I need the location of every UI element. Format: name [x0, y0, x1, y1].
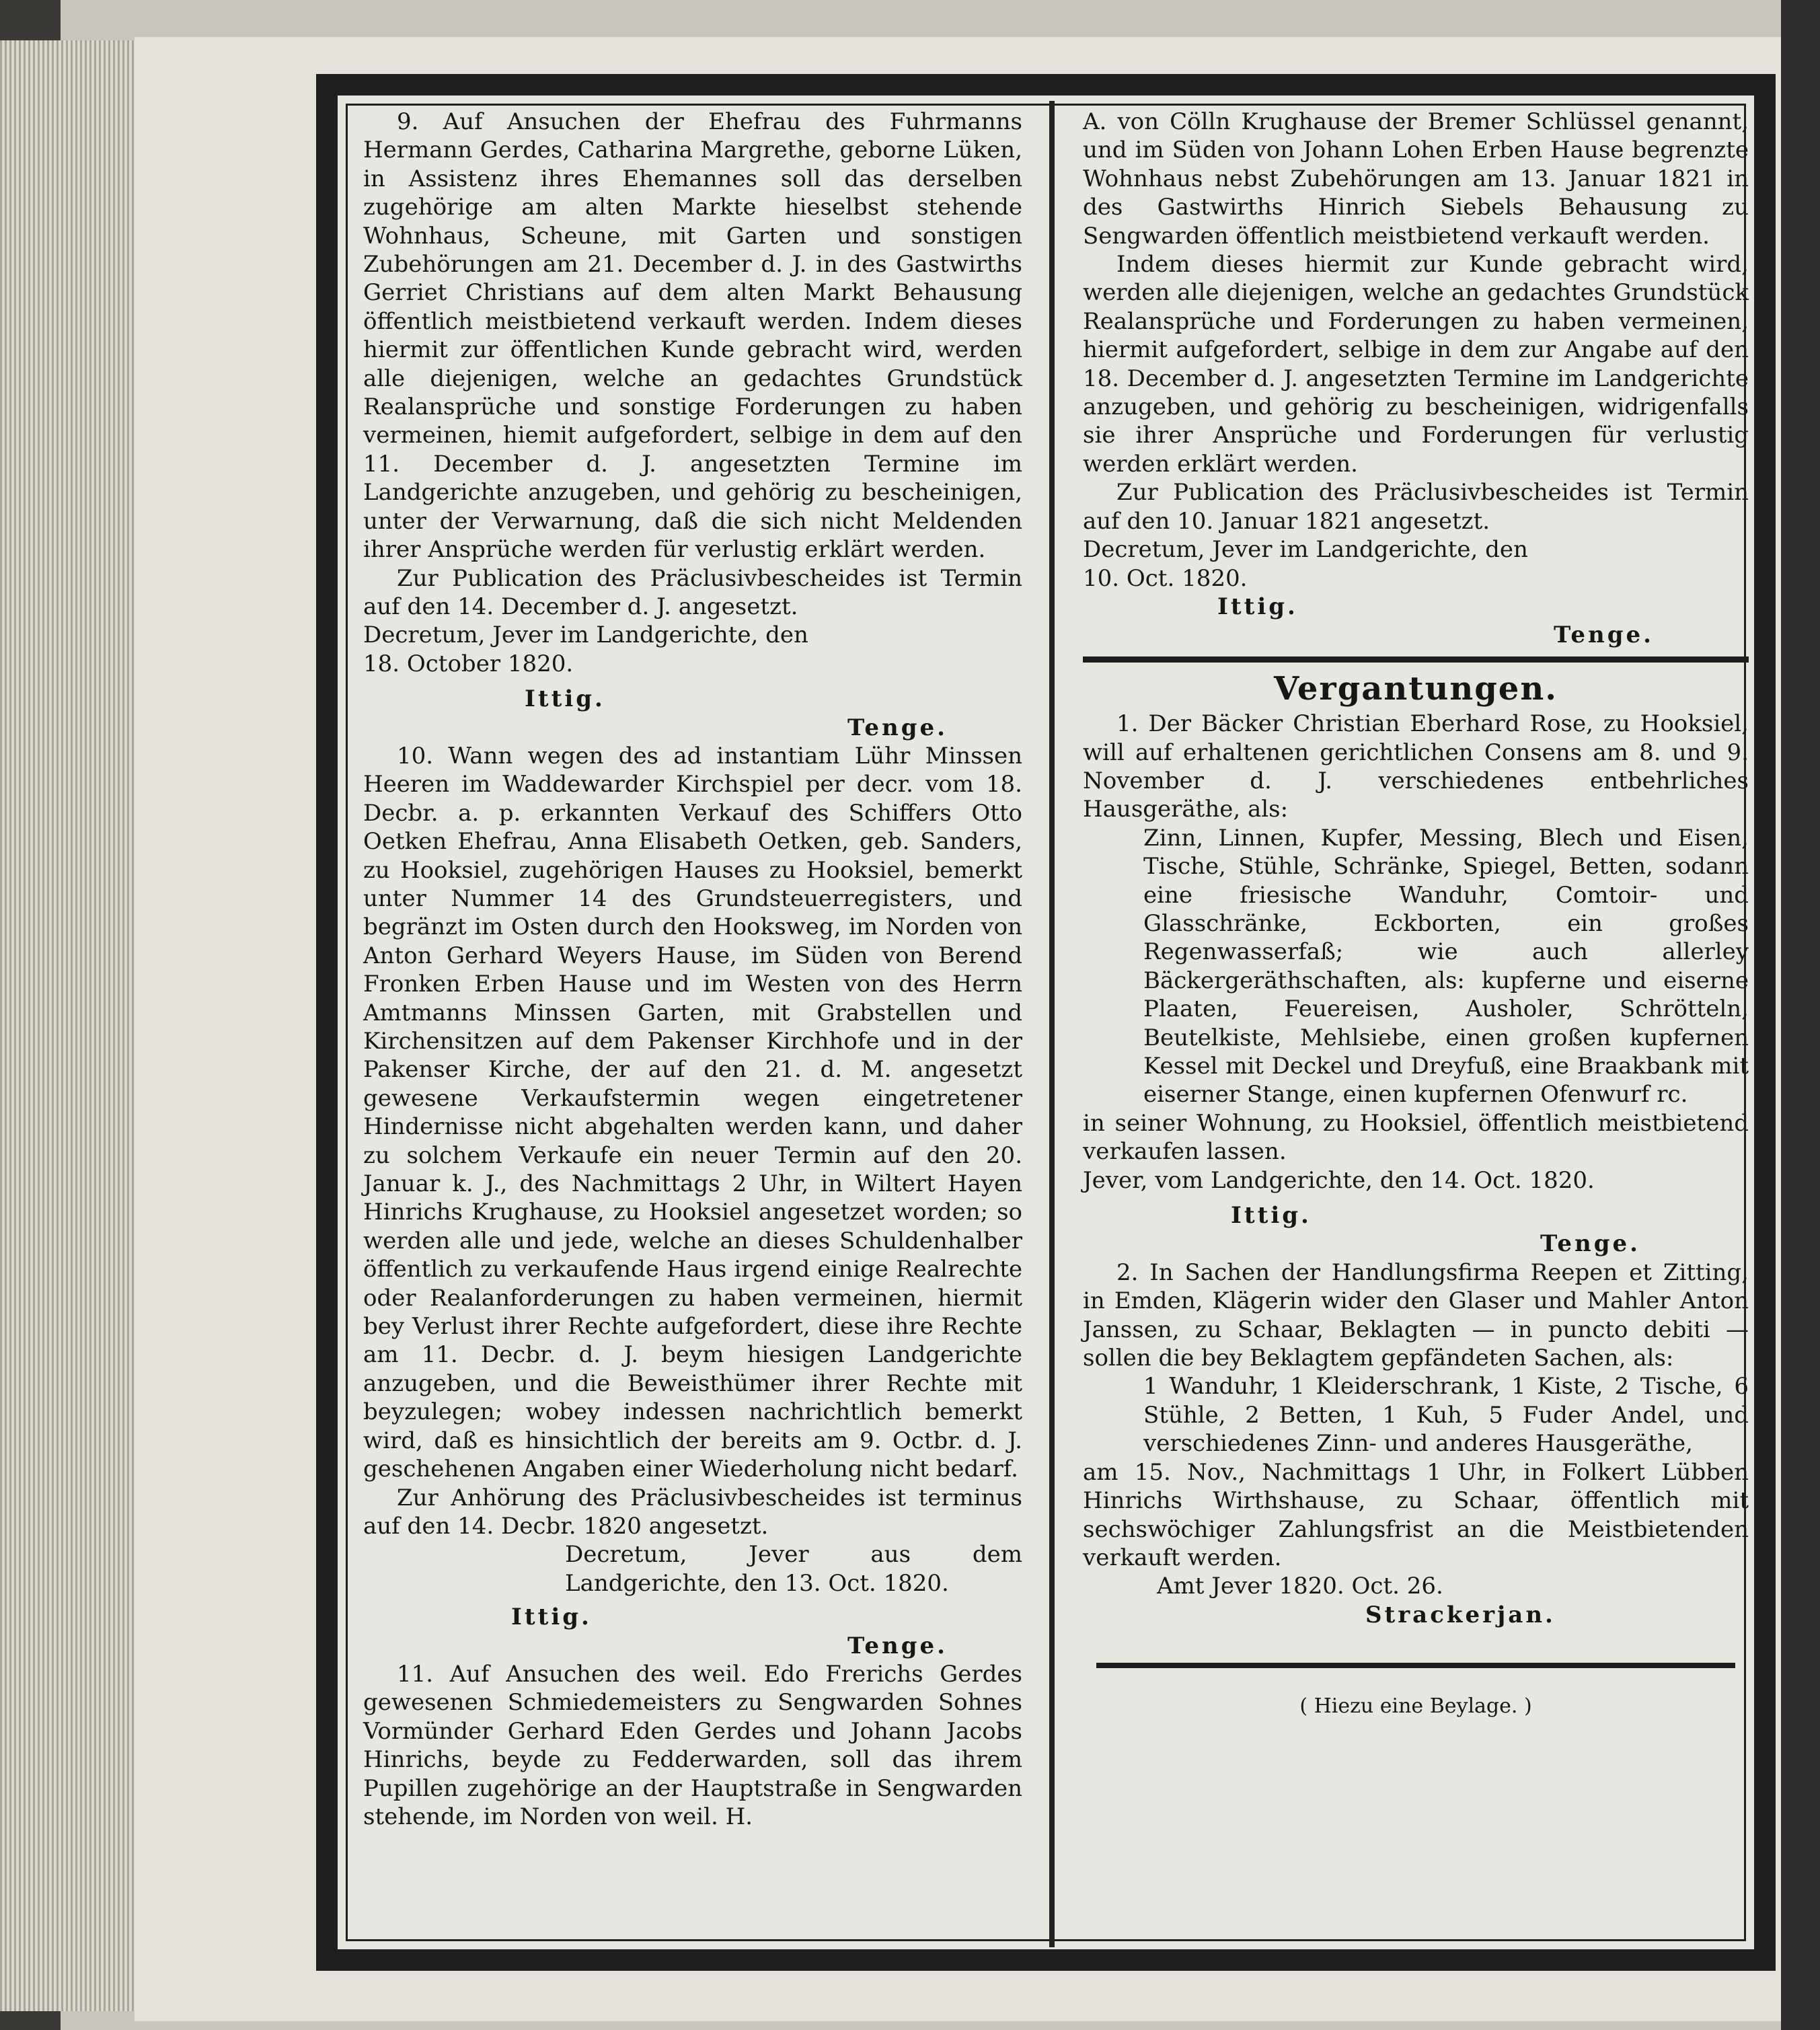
notice-10-hearing: Zur Anhörung des Präclusivbescheides ist terminus auf den 14. Decbr. 1820 angesetzt. [363, 1484, 1022, 1540]
auction-2-intro: 2. In Sachen der Handlungsfirma Reepen et Zitting, in Emden, Klägerin wider den Glaser und Mahler Anton Janssen, zu Schaar, Beklagten — in puncto debiti — sollen die bey Beklagtem gepfändeten Sachen, als: [1083, 1258, 1749, 1372]
notice-11-publication: Zur Publication des Präclusivbescheides ist Termin auf den 10. Januar 1821 angesetzt. [1083, 479, 1749, 535]
notice-9-publication: Zur Publication des Präclusivbescheides ist Termin auf den 14. December d. J. angesetzt. [363, 564, 1022, 620]
supplement-note: ( Hiezu eine Beylage. ) [1299, 1694, 1532, 1719]
notice-10-decretum: Decretum, Jever aus dem Landgerichte, den 13. Oct. 1820. [565, 1541, 1022, 1597]
auction-1-signature-ittig: Ittig. [1231, 1202, 1312, 1230]
book-right-shadow [1781, 0, 1820, 2030]
section-rule [1083, 656, 1749, 663]
notice-9-decretum: Decretum, Jever im Landgerichte, den [363, 622, 808, 649]
notice-11-date: 10. Oct. 1820. [1083, 564, 1248, 592]
auction-2-office-date: Amt Jever 1820. Oct. 26. [1157, 1573, 1443, 1600]
closing-rule [1096, 1663, 1735, 1668]
notice-10-signature-tenge: Tenge. [847, 1632, 948, 1659]
left-column [363, 108, 1022, 1831]
notice-9: 9. Auf Ansuchen der Ehefrau des Fuhrmanns Hermann Gerdes, Catharina Margrethe, geborne Lüken, in Assistenz ihres Ehemannes soll das derselben zugehörige am alten Markte hieselbst stehende Wohnhaus, Scheune, mit Garten und sonstigen Zubehörungen am 21. December d. J. in des Gastwirths Gerriet Christians auf dem alten Markt Behausung öffentlich meistbietend verkauft werden. Indem dieses hiermit zur öffentlichen Kunde gebracht wird, werden alle diejenigen, welche an gedachtes Grundstück Realansprüche und sonstige Forderungen zu haben vermeinen, hiemit aufgefordert, selbige in dem auf den 11. December d. J. angesetzten Termine im Landgerichte anzugeben, und gehörig zu bescheinigen, unter der Verwarnung, daß die sich nicht Meldenden ihrer Ansprüche werden für verlustig erklärt werden. [363, 108, 1022, 564]
auction-1-intro: 1. Der Bäcker Christian Eberhard Rose, zu Hooksiel, will auf erhaltenen gerichtlichen Consens am 8. und 9. November d. J. verschiedenes entbehrliches Hausgeräthe, als: [1083, 710, 1749, 823]
auction-2-closing: am 15. Nov., Nachmittags 1 Uhr, in Folkert Lübben Hinrichs Wirthshause, zu Schaar, öffentlich mit sechswöchiger Zahlungsfrist an die Meistbietenden verkauft werden. [1083, 1458, 1749, 1571]
auction-1-signature-tenge: Tenge. [1540, 1230, 1640, 1258]
auction-2-items: 1 Wanduhr, 1 Kleiderschrank, 1 Kiste, 2 Tische, 6 Stühle, 2 Betten, 1 Kuh, 5 Fuder Andel, und verschiedenes Zinn- und anderes Hausgeräthe, [1143, 1373, 1749, 1458]
book-page-edges [0, 40, 137, 2011]
notice-9-date: 18. October 1820. [363, 650, 574, 677]
section-heading-vergantungen: Vergantungen. [1274, 669, 1558, 708]
notice-11-continued: A. von Cölln Krughause der Bremer Schlüssel genannt, und im Süden von Johann Lohen Erben Hause begrenzte Wohnhaus nebst Zubehörungen am 13. Januar 1821 in des Gastwirths Hinrich Siebels Behausung zu Sengwarden öffentlich meistbietend verkauft werden. [1083, 108, 1749, 250]
auction-1-court-date: Jever, vom Landgerichte, den 14. Oct. 1820. [1083, 1166, 1595, 1194]
notice-11-signature-ittig: Ittig. [1217, 593, 1298, 620]
right-column [1083, 108, 1749, 1721]
notice-9-signature-tenge: Tenge. [847, 714, 948, 741]
notice-10-signature-ittig: Ittig. [511, 1604, 592, 1631]
notice-11-claims: Indem dieses hiermit zur Kunde gebracht wird, werden alle diejenigen, welche an gedachtes Grundstück Realansprüche und Forderungen zu haben vermeinen, hiermit aufgefordert, selbige in dem zur Angabe auf den 18. December d. J. angesetzten Termine im Landgerichte anzugeben, und gehörig zu bescheinigen, widrigenfalls sie ihrer Ansprüche und Forderungen für verlustig werden erklärt werden. [1083, 251, 1749, 478]
column-divider [1049, 101, 1055, 1947]
notice-11-signature-tenge: Tenge. [1554, 622, 1654, 649]
auction-2-signature-strackerjan: Strackerjan. [1365, 1601, 1556, 1628]
notice-9-signature-ittig: Ittig. [525, 685, 605, 713]
notice-11-decretum: Decretum, Jever im Landgerichte, den [1083, 536, 1528, 564]
auction-1-items: Zinn, Linnen, Kupfer, Messing, Blech und Eisen, Tische, Stühle, Schränke, Spiegel, Betten, sodann eine friesische Wanduhr, Comtoir- und Glasschränke, Eckborten, ein großes Regenwasserfaß; wie auch allerley Bäckergeräthschaften, als: kupferne und eiserne Plaaten, Feuereisen, Ausholer, Schrötteln, Beutelkiste, Mehlsiebe, einen großen kupfernen Kessel mit Deckel und Dreyfuß, eine Braakbank mit eiserner Stange, einen kupfernen Ofenwurf rc. [1143, 824, 1749, 1108]
notice-10: 10. Wann wegen des ad instantiam Lühr Minssen Heeren im Waddewarder Kirchspiel per decr. vom 18. Decbr. a. p. erkannten Verkauf des Schiffers Otto Oetken Ehefrau, Anna Elisabeth Oetken, geb. Sanders, zu Hooksiel, zugehörigen Hauses zu Hooksiel, bemerkt unter Nummer 14 des Grundsteuerregisters, und begränzt im Osten durch den Hooksweg, im Norden von Anton Gerhard Weyers Hause, im Süden von Berend Fronken Erben Hause und im Westen von des Herrn Amtmanns Minssen Garten, mit Grabstellen und Kirchensitzen auf dem Pakenser Kirchhofe und in der Pakenser Kirche, der auf den 21. d. M. angesetzt gewesene Verkaufstermin wegen eingetretener Hindernisse nicht abgehalten werden kann, und daher zu solchem Verkaufe ein neuer Termin auf den 20. Januar k. J., des Nachmittags 2 Uhr, in Wiltert Hayen Hinrichs Krughause, zu Hooksiel angesetzet worden; so werden alle und jede, welche an dieses Schuldenhalber öffentlich zu verkaufende Haus irgend einige Realrechte oder Realanforderungen zu haben vermeinen, hiermit bey Verlust ihrer Rechte aufgefordert, diese ihre Rechte am 11. Decbr. d. J. beym hiesigen Landgerichte anzugeben, und die Beweisthümer ihrer Rechte mit beyzulegen; wobey indessen nachrichtlich bemerkt wird, daß es hinsichtlich der bereits am 9. Octbr. d. J. geschehenen Angaben einer Wiederholung nicht bedarf. [363, 742, 1022, 1483]
auction-1-closing: in seiner Wohnung, zu Hooksiel, öffentlich meistbietend verkaufen lassen. [1083, 1109, 1749, 1166]
notice-11: 11. Auf Ansuchen des weil. Edo Frerichs Gerdes gewesenen Schmiedemeisters zu Sengwarden Sohnes Vormünder Gerhard Eden Gerdes und Johann Jacobs Hinrichs, beyde zu Fedderwarden, soll das ihrem Pupillen zugehörige an der Hauptstraße in Sengwarden stehende, im Norden von weil. H. [363, 1660, 1022, 1830]
